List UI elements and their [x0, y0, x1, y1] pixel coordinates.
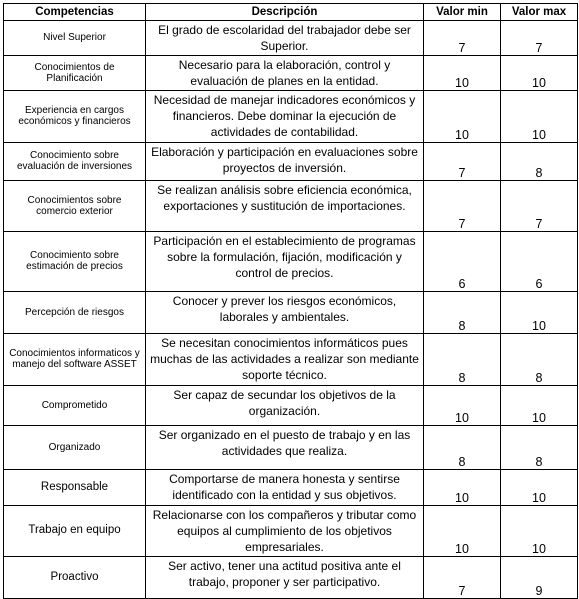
- competencia-cell: Nivel Superior: [4, 21, 146, 56]
- competencia-cell: Responsable: [4, 469, 146, 505]
- valor-max-cell: 10: [501, 55, 578, 90]
- valor-max-cell: 6: [501, 231, 578, 291]
- header-valor-min: Valor min: [424, 4, 501, 21]
- valor-min-cell: 10: [424, 90, 501, 142]
- table-row: [4, 231, 578, 291]
- descripcion-cell: Se necesitan conocimientos informáticos pues muchas de las actividades a realizar son mediante soporte técnico.: [146, 333, 424, 385]
- competencia-cell: Proactivo: [4, 556, 146, 598]
- valor-max-cell: 10: [501, 505, 578, 556]
- descripcion-cell: Necesidad de manejar indicadores económicos y financieros. Debe dominar la ejecución de actividades de contabilidad.: [146, 90, 424, 142]
- descripcion-cell: Elaboración y participación en evaluaciones sobre proyectos de inversión.: [146, 142, 424, 180]
- valor-min-cell: 7: [424, 556, 501, 598]
- valor-min-cell: 7: [424, 21, 501, 56]
- table-row: [4, 55, 578, 90]
- valor-max-cell: 8: [501, 425, 578, 469]
- descripcion-cell: Ser capaz de secundar los objetivos de la organización.: [146, 385, 424, 425]
- valor-min-cell: 6: [424, 231, 501, 291]
- table-row: [4, 90, 578, 142]
- table-row: [4, 180, 578, 231]
- descripcion-cell: Necesario para la elaboración, control y evaluación de planes en la entidad.: [146, 55, 424, 90]
- descripcion-cell: Ser organizado en el puesto de trabajo y en las actividades que realiza.: [146, 425, 424, 469]
- valor-max-cell: 10: [501, 469, 578, 505]
- competencia-cell: Conocimientos sobre comercio exterior: [4, 180, 146, 231]
- descripcion-cell: Comportarse de manera honesta y sentirse identificado con la entidad y sus objetivos.: [146, 469, 424, 505]
- header-valor-max: Valor max: [501, 4, 578, 21]
- valor-min-cell: 10: [424, 385, 501, 425]
- valor-max-cell: 10: [501, 291, 578, 333]
- header-descripcion: Descripción: [146, 4, 424, 21]
- competencia-cell: Organizado: [4, 425, 146, 469]
- competencia-cell: Experiencia en cargos económicos y financieros: [4, 90, 146, 142]
- descripcion-cell: Ser activo, tener una actitud positiva ante el trabajo, proponer y ser participativo.: [146, 556, 424, 598]
- valor-max-cell: 8: [501, 333, 578, 385]
- valor-min-cell: 8: [424, 425, 501, 469]
- table-row: [4, 21, 578, 56]
- valor-max-cell: 7: [501, 180, 578, 231]
- competencia-cell: Conocimiento sobre estimación de precios: [4, 231, 146, 291]
- descripcion-cell: Relacionarse con los compañeros y tributar como equipos al cumplimiento de los objetivos empresariales.: [146, 505, 424, 556]
- valor-min-cell: 10: [424, 505, 501, 556]
- competencias-table: [3, 3, 578, 599]
- valor-max-cell: 10: [501, 90, 578, 142]
- table-row: [4, 425, 578, 469]
- descripcion-cell: Se realizan análisis sobre eficiencia económica, exportaciones y sustitución de importaciones.: [146, 180, 424, 231]
- competencia-cell: Trabajo en equipo: [4, 505, 146, 556]
- table-row: [4, 142, 578, 180]
- valor-min-cell: 7: [424, 142, 501, 180]
- header-row: [4, 4, 578, 21]
- competencia-cell: Percepción de riesgos: [4, 291, 146, 333]
- competencia-cell: Comprometido: [4, 385, 146, 425]
- table-row: [4, 291, 578, 333]
- valor-max-cell: 9: [501, 556, 578, 598]
- table-row: [4, 469, 578, 505]
- valor-min-cell: 8: [424, 333, 501, 385]
- header-competencias: Competencias: [4, 4, 146, 21]
- table-row: [4, 556, 578, 598]
- valor-min-cell: 7: [424, 180, 501, 231]
- valor-min-cell: 10: [424, 469, 501, 505]
- table-row: [4, 505, 578, 556]
- competencia-cell: Conocimientos informaticos y manejo del software ASSET: [4, 333, 146, 385]
- table-row: [4, 333, 578, 385]
- descripcion-cell: Participación en el establecimiento de programas sobre la formulación, fijación, modificación y control de precios.: [146, 231, 424, 291]
- valor-min-cell: 8: [424, 291, 501, 333]
- valor-max-cell: 8: [501, 142, 578, 180]
- competencia-cell: Conocimientos de Planificación: [4, 55, 146, 90]
- table-row: [4, 385, 578, 425]
- descripcion-cell: Conocer y prever los riesgos económicos, laborales y ambientales.: [146, 291, 424, 333]
- descripcion-cell: El grado de escolaridad del trabajador debe ser Superior.: [146, 21, 424, 56]
- valor-min-cell: 10: [424, 55, 501, 90]
- valor-max-cell: 10: [501, 385, 578, 425]
- competencia-cell: Conocimiento sobre evaluación de inversiones: [4, 142, 146, 180]
- valor-max-cell: 7: [501, 21, 578, 56]
